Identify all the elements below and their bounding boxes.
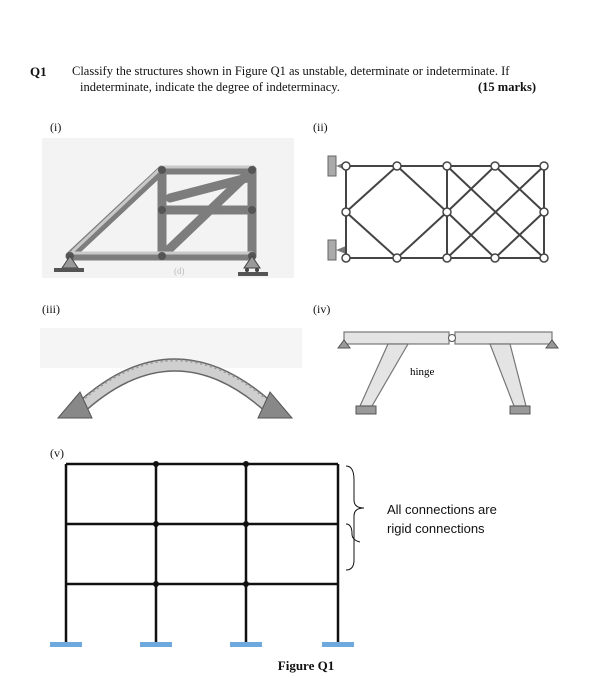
part-label-iv: (iv) [313, 302, 331, 316]
figure-ii-wall-supports [328, 156, 346, 260]
part-label-iii: (iii) [42, 302, 60, 316]
figure-v-note-line1: All connections are [387, 502, 497, 517]
part-label-ii: (ii) [313, 120, 328, 134]
figure-caption: Figure Q1 [277, 658, 335, 673]
figure-iv-frame [330, 318, 566, 428]
figure-i-sublabel: (d) [174, 266, 185, 276]
figure-iv-hinge-label: hinge [410, 366, 435, 378]
question-number: Q1 [30, 64, 47, 79]
question-text-line2: indeterminate, indicate the degree of indeterminacy. [80, 80, 340, 94]
question-text-line1: Classify the structures shown in Figure Q1 as unstable, determinate or indeterminate. If [72, 64, 510, 78]
figure-i-truss [42, 138, 294, 278]
figure-iv-members [344, 332, 552, 406]
figure-v-note [387, 500, 497, 538]
figure-v-fixed-supports [50, 642, 354, 647]
figure-v-frame [50, 460, 380, 655]
part-label-v: (v) [50, 446, 64, 460]
question-marks: (15 marks) [478, 80, 536, 94]
figure-ii-truss [322, 138, 554, 278]
figure-iii-arch [40, 318, 302, 428]
figure-v-brace [346, 466, 364, 570]
figure-ii-pins [342, 162, 548, 262]
part-label-i: (i) [50, 120, 62, 134]
figure-v-note-line2: rigid connections [387, 521, 485, 536]
figure-iv-hinge-pin [449, 335, 456, 342]
figure-v-members [66, 464, 338, 642]
